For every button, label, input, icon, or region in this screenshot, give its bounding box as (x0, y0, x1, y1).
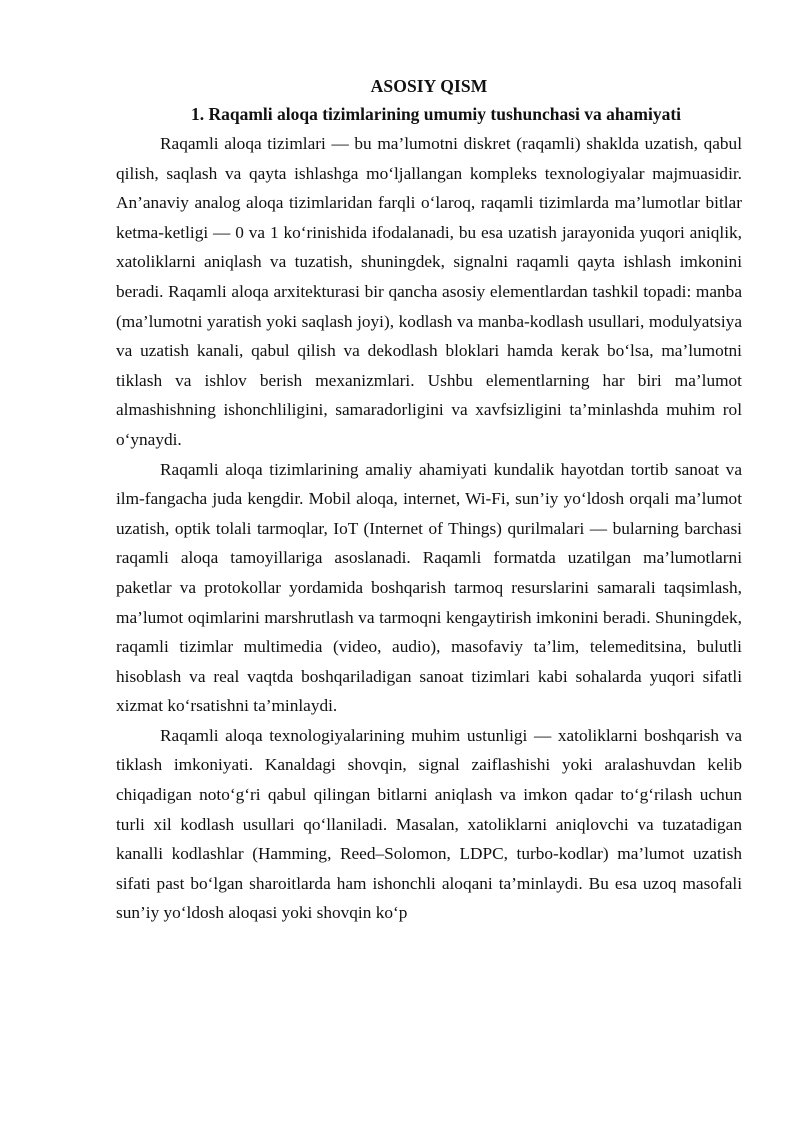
paragraph-3: Raqamli aloqa texnologiyalarining muhim ustunligi — xatoliklarni boshqarish va tiklash imkoniyati. Kanaldagi shovqin, signal zaiflashishi yoki aralashuvdan kelib chiqadigan noto‘g‘ri qabul qilingan bitlarni aniqlash va imkon qadar to‘g‘rilash uchun turli xil kodlash usullari qo‘llaniladi. Masalan, xatoliklarni aniqlovchi va tuzatadigan kanalli kodlashlar (Hamming, Reed–Solomon, LDPC, turbo-kodlar) ma’lumot uzatish sifati past bo‘lgan sharoitlarda ham ishonchli aloqani ta’minlaydi. Bu esa uzoq masofali sun’iy yo‘ldosh aloqasi yoki shovqin ko‘p (116, 725, 742, 923)
page-content (116, 72, 742, 928)
paragraph-2: Raqamli aloqa tizimlarining amaliy ahamiyati kundalik hayotdan tortib sanoat va ilm-fangacha juda kengdir. Mobil aloqa, internet, Wi-Fi, sun’iy yo‘ldosh orqali ma’lumot uzatish, optik tolali tarmoqlar, IoT (Internet of Things) qurilmalari — bularning barchasi raqamli aloqa tamoyillariga asoslanadi. Raqamli formatda uzatilgan ma’lumotlarni paketlar va protokollar yordamida boshqarish tarmoq resurslarini samarali taqsimlash, ma’lumot oqimlarini marshrutlash va tarmoqni kengaytirish imkonini beradi. Shuningdek, raqamli tizimlar multimedia (video, audio), masofaviy ta’lim, telemeditsina, bulutli hisoblash va real vaqtda boshqariladigan sanoat tizimlari kabi sohalarda yuqori sifatli xizmat ko‘rsatishni ta’minlaydi. (116, 459, 742, 716)
section-title: ASOSIY QISM (370, 76, 488, 96)
paragraph-1: Raqamli aloqa tizimlari — bu ma’lumotni diskret (raqamli) shaklda uzatish, qabul qilish, saqlash va qayta ishlashga mo‘ljallangan kompleks texnologiyalar majmuasidir. An’anaviy analog aloqa tizimlaridan farqli o‘laroq, raqamli tizimlarda ma’lumotlar bitlar ketma-ketligi — 0 va 1 ko‘rinishida ifodalanadi, bu esa uzatish jarayonida yuqori aniqlik, xatoliklarni aniqlash va tuzatish, shuningdek, signalni raqamli qayta ishlash imkonini beradi. Raqamli aloqa arxitekturasi bir qancha asosiy elementlardan tashkil topadi: manba (ma’lumotni yaratish yoki saqlash joyi), kodlash va manba-kodlash usullari, modulyatsiya va uzatish kanali, qabul qilish va dekodlash bloklari hamda kerak bo‘lsa, ma’lumotni tiklash va ishlov berish mexanizmlari. Ushbu elementlarning har biri ma’lumot almashishning ishonchliligini, samaradorligini va xavfsizligini ta’minlashda muhim rol o‘ynaydi. (116, 134, 742, 449)
subsection-title: 1. Raqamli aloqa tizimlarining umumiy tushunchasi va ahamiyati (190, 104, 682, 124)
